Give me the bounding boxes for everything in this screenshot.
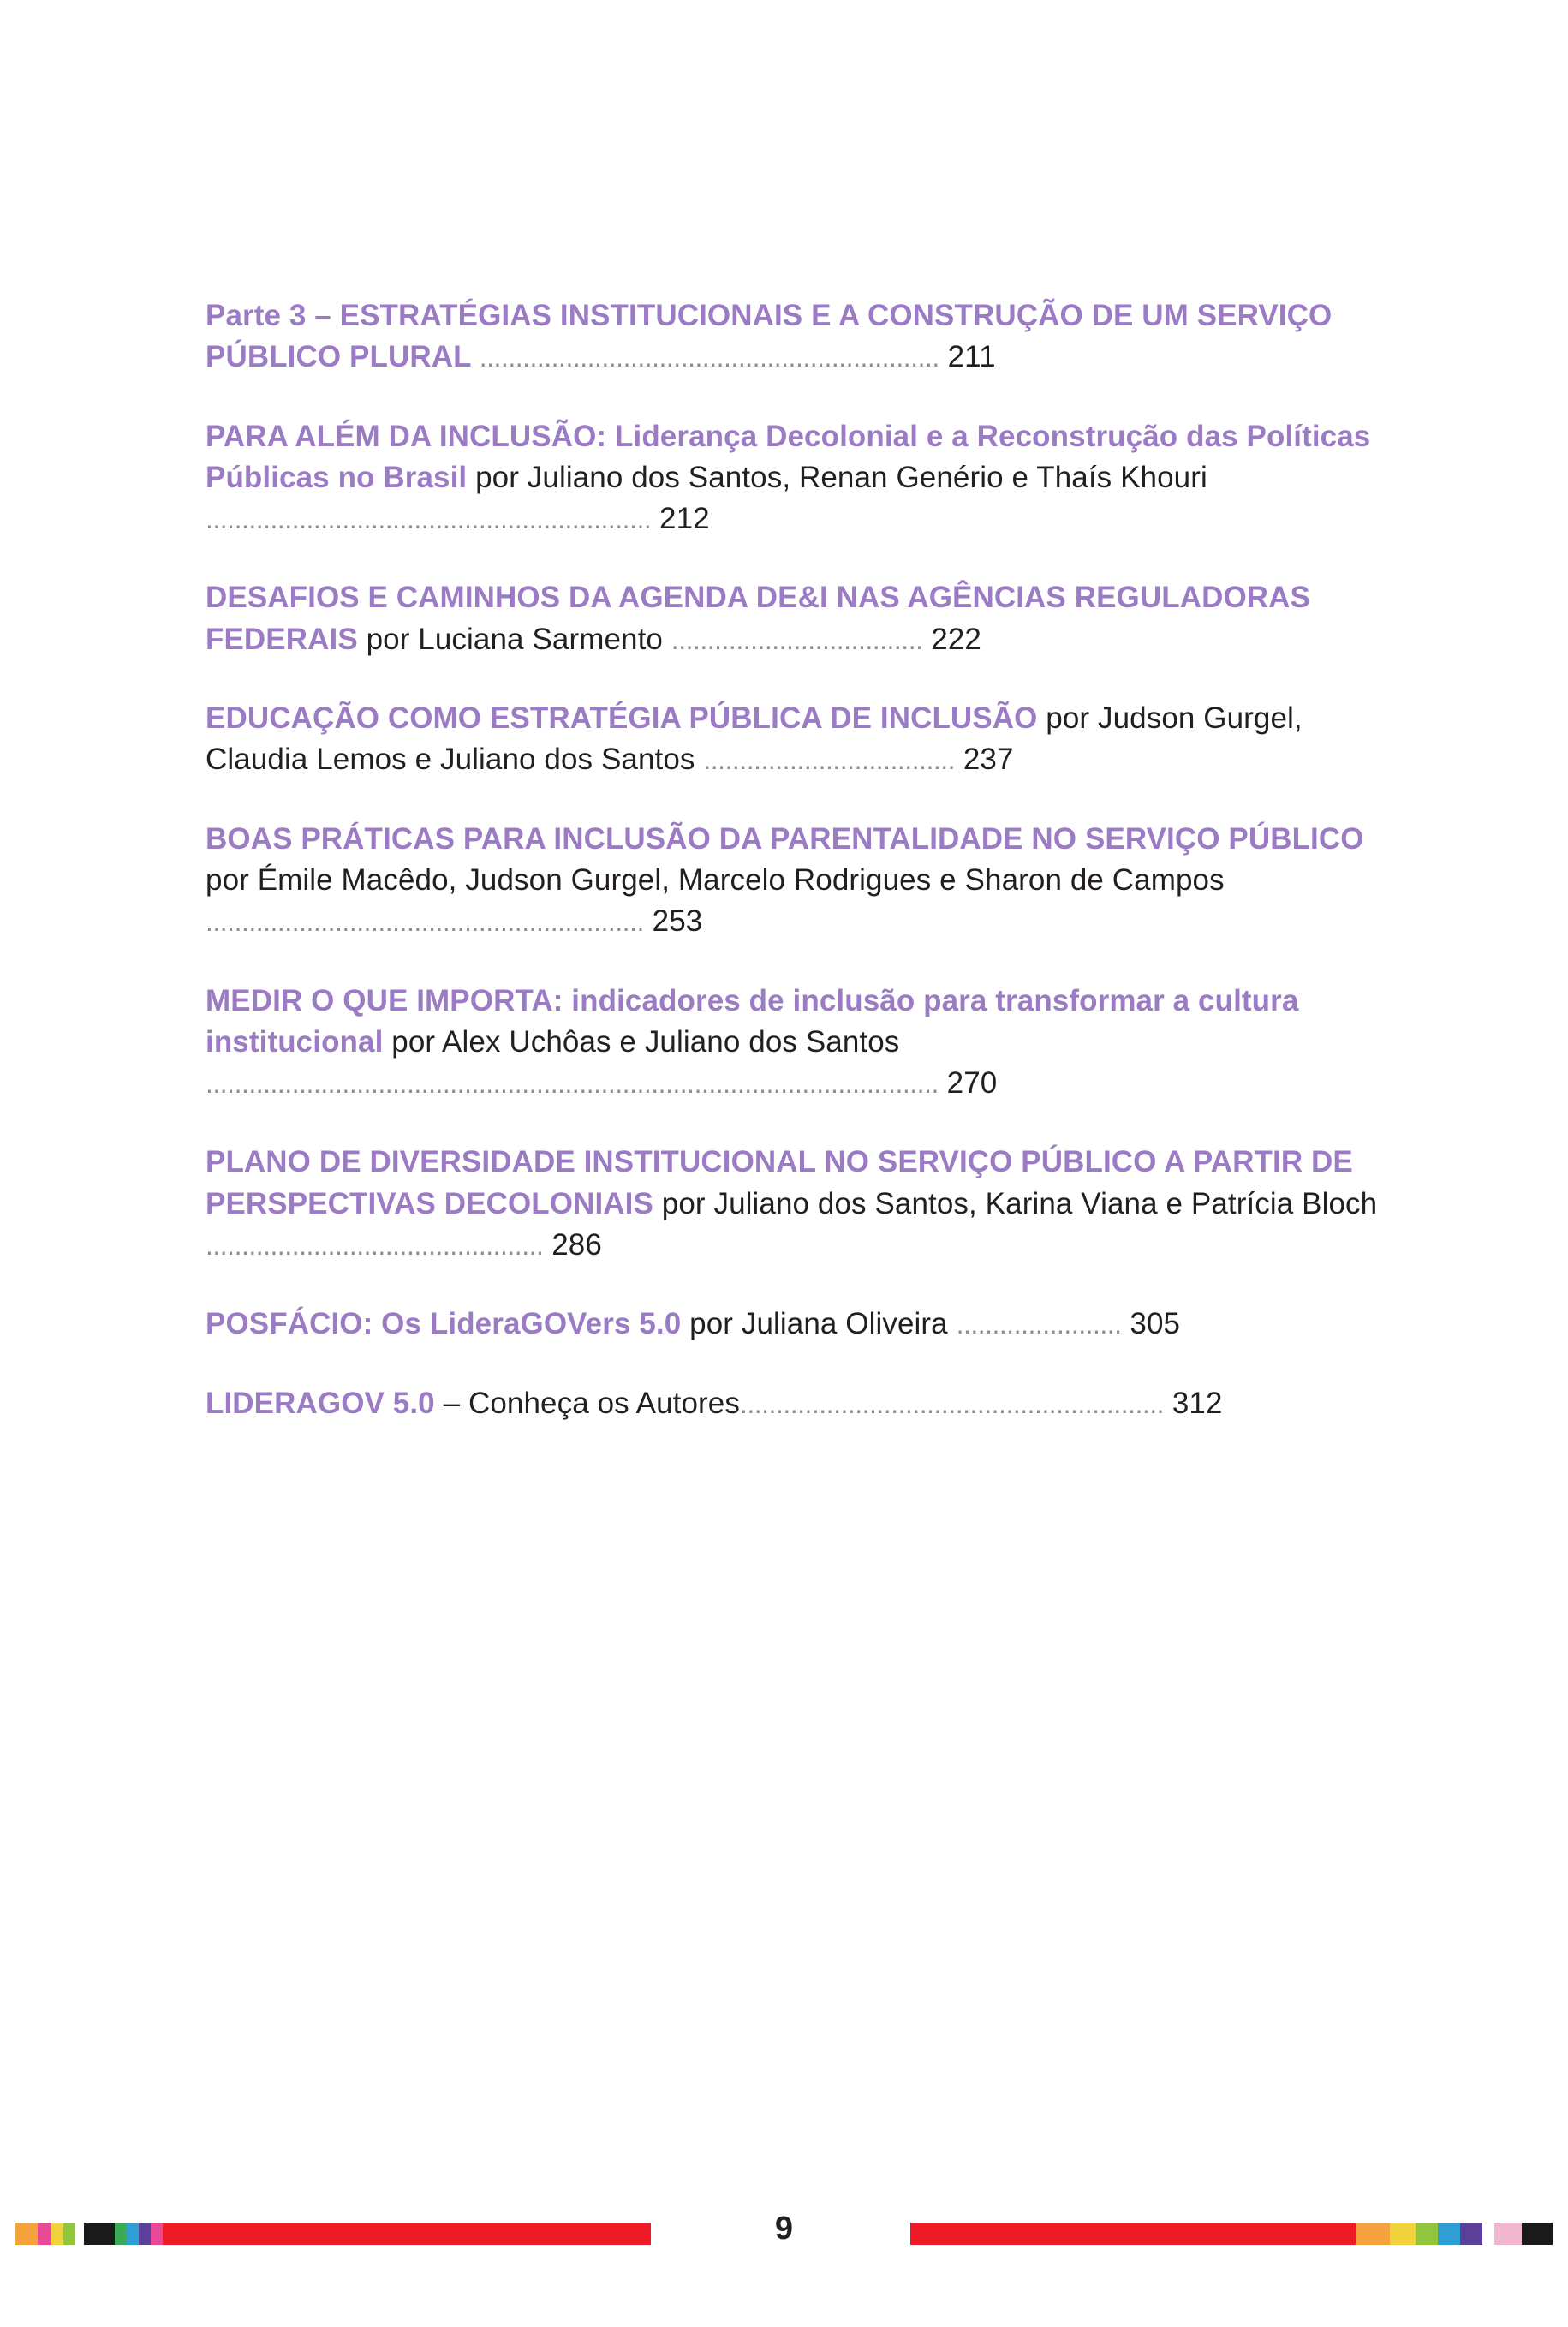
toc-entry-title: BOAS PRÁTICAS PARA INCLUSÃO DA PARENTALIDADE NO SERVIÇO PÚBLICO: [206, 821, 1364, 856]
toc-entry-page: 270: [946, 1066, 998, 1101]
toc-entry-author: por Judson Gurgel, Claudia Lemos e Juliano dos Santos: [206, 701, 1303, 777]
toc-entry[interactable]: [206, 295, 1404, 379]
toc-entry-leader: .......................: [956, 1309, 1122, 1340]
toc-entry-title: Parte 3 – ESTRATÉGIAS INSTITUCIONAIS E A CONSTRUÇÃO DE UM SERVIÇO PÚBLICO PLURAL: [206, 299, 1333, 374]
toc-entry-title: EDUCAÇÃO COMO ESTRATÉGIA PÚBLICA DE INCLUSÃO: [206, 701, 1046, 736]
toc-entry[interactable]: [206, 698, 1404, 781]
toc-entry[interactable]: [206, 1142, 1404, 1266]
toc-entry-page: 305: [1130, 1307, 1181, 1341]
toc-entry-leader: ...........................................................: [739, 1387, 1165, 1419]
toc-entry-leader: .............................................................: [206, 906, 644, 938]
toc-entry-page: 253: [652, 904, 703, 939]
toc-entry-author: por Luciana Sarmento: [366, 622, 671, 656]
toc-entry-page: 212: [659, 502, 710, 536]
toc-entry[interactable]: [206, 981, 1404, 1105]
toc-entry-title: PARA ALÉM DA INCLUSÃO: Liderança Decolonial e a Reconstrução das Políticas Públicas no Brasil: [206, 419, 1371, 494]
toc-entry-author: por Juliano dos Santos, Renan Genério e Thaís Khouri: [475, 460, 1207, 494]
toc-entry-author: por Alex Uchôas e Juliano dos Santos: [391, 1024, 900, 1059]
page-number: 9: [774, 2211, 794, 2246]
toc-entry-leader: ...................................: [703, 744, 956, 776]
toc-entry[interactable]: [206, 577, 1404, 660]
toc-entry[interactable]: [206, 1304, 1404, 1345]
toc-entry-leader: ................................................................: [479, 342, 939, 373]
footer-color-bar: [0, 2211, 1568, 2246]
toc-entry-leader: ...................................: [671, 624, 923, 655]
toc-entry-title: DESAFIOS E CAMINHOS DA AGENDA DE&I NAS AGÊNCIAS REGULADORAS FEDERAIS: [206, 581, 1310, 656]
toc-entry-author: por Juliana Oliveira: [689, 1307, 957, 1341]
toc-entry-title: MEDIR O QUE IMPORTA: indicadores de inclusão para transformar a cultura institucional: [206, 983, 1299, 1059]
toc-entry-leader: ...............................................: [206, 1230, 544, 1262]
toc-entry-author: por Émile Macêdo, Judson Gurgel, Marcelo Rodrigues e Sharon de Campos: [206, 862, 1225, 897]
toc-entry-author: por Juliano dos Santos, Karina Viana e Patrícia Bloch: [661, 1186, 1378, 1220]
toc-entry-title: POSFÁCIO: Os LideraGOVers 5.0: [206, 1307, 690, 1341]
toc-entry[interactable]: [206, 1383, 1404, 1424]
toc-entry-page: 237: [963, 743, 1014, 777]
toc-entry-page: 222: [931, 622, 981, 656]
toc-entry[interactable]: [206, 416, 1404, 540]
toc-entry-page: 211: [947, 340, 996, 374]
toc-entry-author: – Conheça os Autores: [443, 1386, 740, 1420]
toc-entry-leader: ......................................................................................................: [206, 1068, 939, 1100]
toc-entry-title: PLANO DE DIVERSIDADE INSTITUCIONAL NO SERVIÇO PÚBLICO A PARTIR DE PERSPECTIVAS DECOLONIAIS: [206, 1145, 1353, 1220]
toc-entry[interactable]: [206, 819, 1404, 943]
toc-entry-page: 286: [551, 1228, 602, 1262]
table-of-contents: [206, 295, 1404, 1462]
toc-entry-leader: ..............................................................: [206, 504, 652, 535]
toc-entry-title: LIDERAGOV 5.0: [206, 1386, 444, 1420]
toc-entry-page: 312: [1172, 1386, 1223, 1420]
